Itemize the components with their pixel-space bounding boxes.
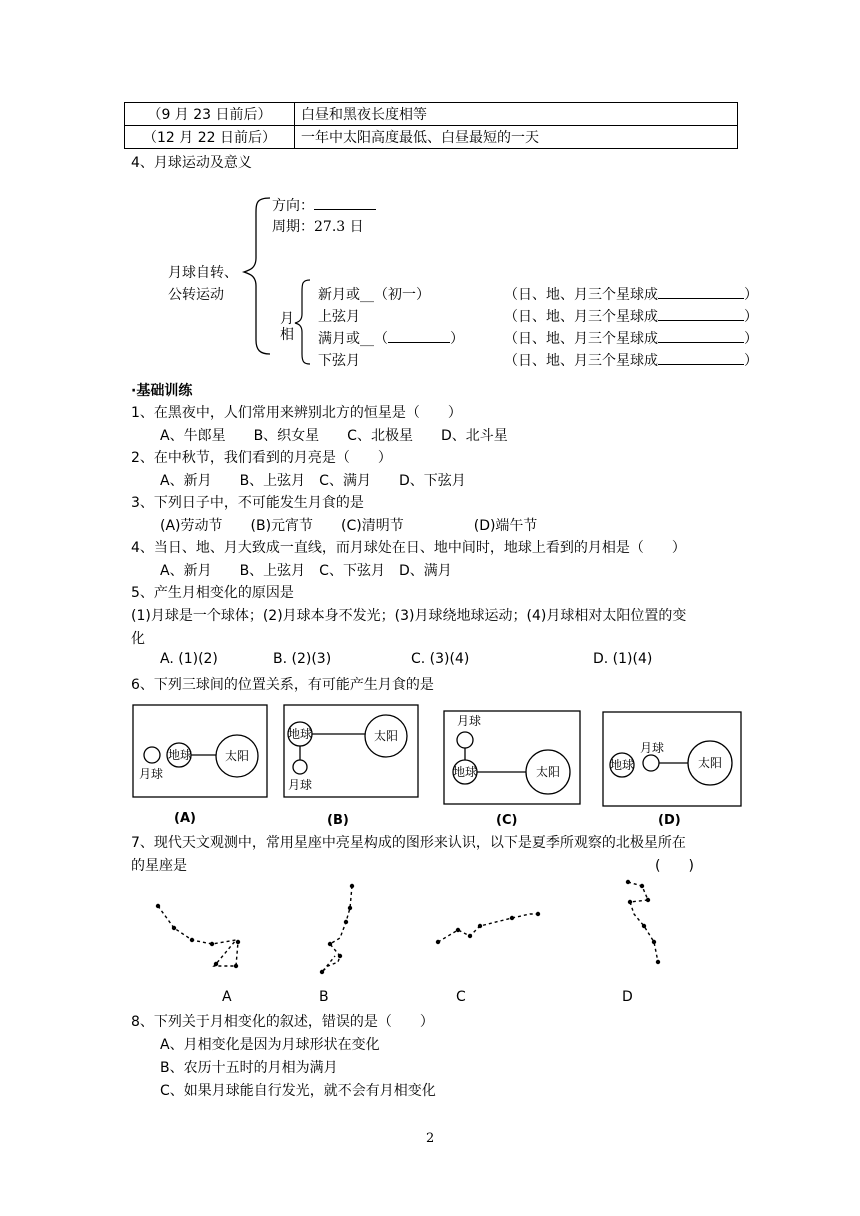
earth-c-label: 地球 — [453, 765, 478, 779]
q5-line1: (1)月球是一个球体；(2)月球本身不发光；(3)月球绕地球运动；(4)月球相对太阳位置的变 — [131, 608, 687, 624]
q2-stem: 2、在中秋节，我们看到的月亮是（ ） — [131, 450, 392, 466]
q6-stem: 6、下列三球间的位置关系，有可能产生月食的是 — [131, 677, 434, 693]
q7-label-a: A — [222, 989, 232, 1005]
q7-line2: 的星座是 — [131, 858, 187, 874]
direction-blank — [314, 197, 376, 210]
q5-option-c: C. (3)(4) — [411, 651, 470, 667]
period-label: 周期：27.3 日 — [272, 219, 364, 235]
phase-note-blank — [658, 308, 744, 321]
q8-option-a: A、月相变化是因为月球形状在变化 — [160, 1037, 380, 1053]
section4-title: 4、月球运动及意义 — [131, 155, 252, 171]
q1-options: A、牛郎星 B、织女星 C、北极星 D、北斗星 — [160, 428, 508, 444]
q5-option-b: B. (2)(3) — [273, 651, 332, 667]
q1-stem: 1、在黑夜中，人们常用来辨别北方的恒星是（ ） — [131, 405, 462, 421]
q7-paren: ( ) — [655, 858, 694, 874]
phase-note: （日、地、月三个星球成 — [504, 331, 658, 347]
training-heading: ·基础训练 — [131, 383, 193, 399]
q7-line1: 7、现代天文观测中，常用星座中亮星构成的图形来认识，以下是夏季所观察的北极星所在 — [131, 835, 686, 851]
phase-new: 新月或__（初一） — [318, 287, 430, 303]
q4-options: A、新月 B、上弦月 C、下弦月 D、满月 — [160, 563, 452, 579]
table-row — [125, 126, 738, 149]
phase-note-close: ） — [744, 331, 758, 347]
phase-note: （日、地、月三个星球成 — [504, 287, 658, 303]
q6-label-d: (D) — [658, 813, 681, 828]
phase-full-blank — [388, 330, 450, 343]
moon-d-icon — [643, 755, 659, 771]
q5-line2: 化 — [131, 631, 145, 647]
q6-label-a: (A) — [174, 811, 196, 826]
phase-note-close: ） — [744, 309, 758, 325]
q8-stem: 8、下列关于月相变化的叙述，错误的是（ ） — [131, 1014, 434, 1030]
q6-diagrams — [128, 700, 748, 830]
q8-option-b: B、农历十五时的月相为满月 — [160, 1060, 338, 1076]
q2-options: A、新月 B、上弦月 C、满月 D、下弦月 — [160, 473, 466, 489]
phase-note: （日、地、月三个星球成 — [504, 353, 658, 369]
phase-note-close: ） — [744, 287, 758, 303]
phase-last-quarter: 下弦月 — [318, 353, 360, 369]
root-line2: 公转运动 — [168, 287, 224, 303]
q6-label-b: (B) — [327, 813, 349, 828]
constellation-a — [158, 906, 238, 966]
phase-note-blank — [658, 352, 744, 365]
earth-b-label: 地球 — [288, 727, 313, 741]
moon-a-icon — [144, 747, 160, 763]
moon-b-label: 月球 — [288, 778, 313, 792]
moon-d-label: 月球 — [640, 741, 665, 755]
moon-a-label: 月球 — [139, 767, 164, 781]
earth-d-label: 地球 — [610, 758, 635, 772]
q3-options: (A)劳动节 (B)元宵节 (C)清明节 (D)端午节 — [160, 518, 538, 534]
phase-first-quarter: 上弦月 — [318, 309, 360, 325]
q5-option-d: D. (1)(4) — [593, 651, 653, 667]
constellation-d — [628, 882, 658, 962]
sun-a-label: 太阳 — [225, 749, 250, 763]
phase-note-close: ） — [744, 353, 758, 369]
q7-label-d: D — [622, 989, 633, 1005]
earth-a-label: 地球 — [168, 748, 193, 762]
sun-c-label: 太阳 — [536, 765, 561, 779]
phase-note-blank — [658, 330, 744, 343]
phase-char1: 月 — [280, 311, 294, 327]
phase-char2: 相 — [280, 327, 294, 343]
phase-full: 满月或__（ — [318, 331, 388, 347]
moon-c-icon — [457, 732, 473, 748]
q5-option-a: A. (1)(2) — [160, 651, 218, 667]
q7-constellations — [140, 872, 680, 982]
brace-inner — [292, 276, 316, 368]
moon-c-label: 月球 — [457, 714, 482, 728]
constellation-b — [322, 886, 352, 972]
q8-option-c: C、如果月球能自行发光，就不会有月相变化 — [160, 1083, 436, 1099]
direction-label: 方向： — [272, 198, 314, 214]
q4-stem: 4、当日、地、月大致成一直线，而月球处在日、地中间时，地球上看到的月相是（ ） — [131, 540, 686, 556]
phase-note: （日、地、月三个星球成 — [504, 309, 658, 325]
root-line1: 月球自转、 — [168, 265, 238, 281]
table-cell-date: （9 月 23 日前后） — [125, 103, 295, 126]
q3-stem: 3、下列日子中，不可能发生月食的是 — [131, 495, 364, 511]
sun-d-label: 太阳 — [698, 756, 723, 770]
sun-b-label: 太阳 — [374, 729, 399, 743]
table-cell-desc: 一年中太阳高度最低、白昼最短的一天 — [295, 126, 738, 149]
q7-label-c: C — [456, 989, 466, 1005]
page-number: 2 — [426, 1131, 435, 1146]
constellation-c — [438, 914, 538, 942]
table-row — [125, 103, 738, 126]
phase-note-blank — [658, 286, 744, 299]
q7-label-b: B — [319, 989, 329, 1005]
moon-b-icon — [293, 760, 307, 774]
q5-stem: 5、产生月相变化的原因是 — [131, 585, 294, 601]
table-cell-desc: 白昼和黑夜长度相等 — [295, 103, 738, 126]
table-cell-date: （12 月 22 日前后） — [125, 126, 295, 149]
season-table — [124, 102, 738, 149]
q6-label-c: (C) — [496, 813, 518, 828]
phase-full-tail: ） — [450, 331, 464, 347]
